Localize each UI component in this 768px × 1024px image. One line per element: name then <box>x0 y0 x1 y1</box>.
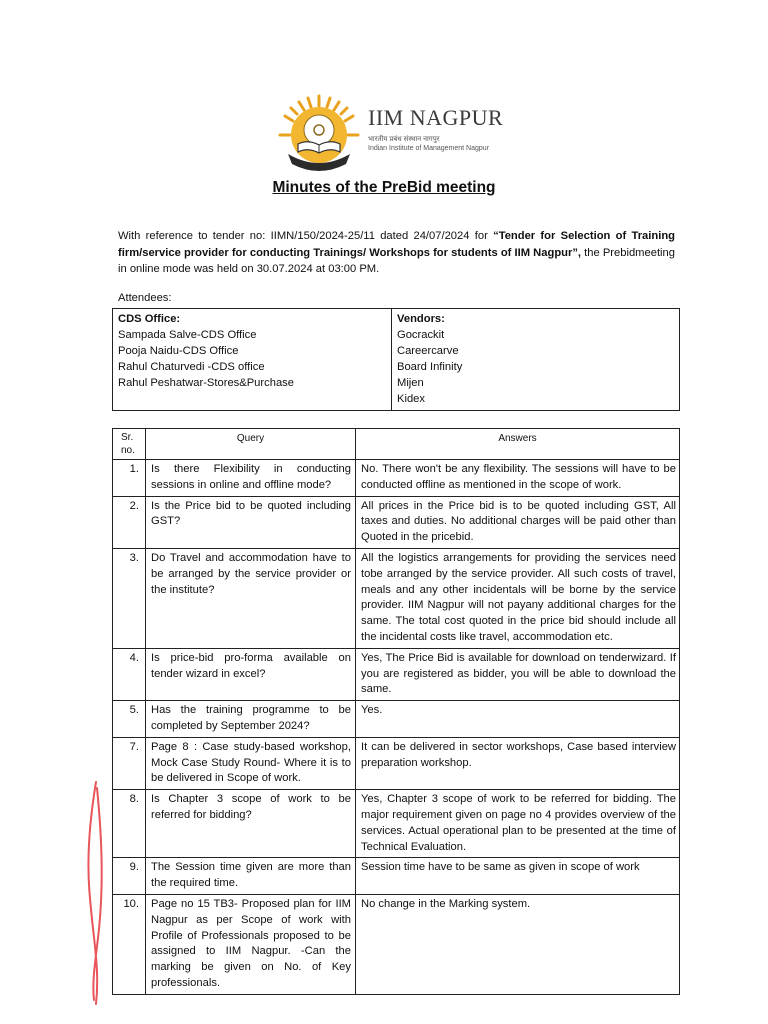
attendees-table <box>112 308 680 411</box>
query-text: Is there Flexibility in conducting sessions in online and offline mode? <box>146 460 356 497</box>
table-row <box>113 737 680 789</box>
iim-nagpur-logo <box>274 90 514 180</box>
answer-text: No change in the Marking system. <box>356 894 680 994</box>
query-text: Is Chapter 3 scope of work to be referred for bidding? <box>146 790 356 858</box>
table-row <box>113 548 680 648</box>
sr-no-header: Sr. no. <box>113 429 146 460</box>
answer-text: Yes. <box>356 701 680 738</box>
vendors-cell <box>392 309 680 411</box>
table-row <box>113 648 680 700</box>
answer-text: Session time have to be same as given in scope of work <box>356 858 680 895</box>
cds-office-cell <box>113 309 392 411</box>
sr-no: 3. <box>113 548 146 648</box>
query-text: Is price-bid pro-forma available on tender wizard in excel? <box>146 648 356 700</box>
cds-attendee: Rahul Chaturvedi -CDS office <box>118 361 265 373</box>
cds-attendee: Rahul Peshatwar-Stores&Purchase <box>118 377 294 389</box>
vendor-name: Careercarve <box>397 345 459 357</box>
logo-text <box>368 106 503 153</box>
query-text: Page no 15 TB3- Proposed plan for IIM Nagpur as per Scope of work with Profile of Professionals proposed to be assigned to IIM Nagpur. -Can the marking be given on No. of Key professionals. <box>146 894 356 994</box>
query-text: Do Travel and accommodation have to be arranged by the service provider or the institute? <box>146 548 356 648</box>
sr-no: 9. <box>113 858 146 895</box>
queries-table <box>112 428 680 995</box>
query-header: Query <box>146 429 356 460</box>
vendors-header: Vendors: <box>397 313 445 325</box>
table-row <box>113 790 680 858</box>
vendor-name: Board Infinity <box>397 361 463 373</box>
emblem-icon <box>274 90 364 180</box>
sr-no: 4. <box>113 648 146 700</box>
table-row <box>113 460 680 497</box>
vendor-name: Gocrackit <box>397 329 445 341</box>
queries-table-header <box>113 429 680 460</box>
logo-name: IIM NAGPUR <box>368 105 504 130</box>
table-row <box>113 701 680 738</box>
handwritten-pen-mark <box>80 778 110 1008</box>
sr-no: 5. <box>113 701 146 738</box>
answer-text: It can be delivered in sector workshops, Case based interview preparation workshop. <box>356 737 680 789</box>
vendor-name: Mijen <box>397 377 424 389</box>
sr-no: 8. <box>113 790 146 858</box>
query-text: The Session time given are more than the required time. <box>146 858 356 895</box>
sr-no: 10. <box>113 894 146 994</box>
sr-no: 1. <box>113 460 146 497</box>
logo-english-name: Indian Institute of Management Nagpur <box>368 145 490 152</box>
table-row <box>113 894 680 994</box>
vendor-name: Kidex <box>397 393 425 405</box>
answer-text: All the logistics arrangements for providing the services need tobe arranged by the service provider. All such costs of travel, meals and any other incidentals will be borne by the service provider. IIM Nagpur will not payany additional charges for the same. The total cost quoted in the price bid should include all the incidental costs like travel, accommodation etc. <box>356 548 680 648</box>
intro-tender-name: “Tender for Selection of Training firm/service provider for conducting Trainings/ Workshops for students of IIM Nagpur”, <box>118 230 675 259</box>
answer-text: Yes, The Price Bid is available for download on tenderwizard. If you are registered as bidder, you will be able to download the same. <box>356 648 680 700</box>
attendees-label: Attendees: <box>118 292 172 304</box>
query-text: Has the training programme to be completed by September 2024? <box>146 701 356 738</box>
answer-text: All prices in the Price bid is to be quoted including GST, All taxes and duties. No additional charges will be paid other than Quoted in the pricebid. <box>356 496 680 548</box>
page-title: Minutes of the PreBid meeting <box>272 179 496 196</box>
sr-no: 7. <box>113 737 146 789</box>
intro-paragraph <box>118 228 675 278</box>
sr-no: 2. <box>113 496 146 548</box>
table-row <box>113 496 680 548</box>
query-text: Is the Price bid to be quoted including GST? <box>146 496 356 548</box>
cds-office-header: CDS Office: <box>118 313 181 325</box>
answer-text: Yes, Chapter 3 scope of work to be referred for bidding. The major requirement given on page no 4 provides overview of the services. Actual operational plan to be presented at the time of Technical Evaluation. <box>356 790 680 858</box>
cds-attendee: Pooja Naidu-CDS Office <box>118 345 239 357</box>
query-text: Page 8 : Case study-based workshop, Mock Case Study Round- Where it is to be delivered in Scope of work. <box>146 737 356 789</box>
answers-header: Answers <box>356 429 680 460</box>
intro-text-2: the Prebidmeeting in online mode was held on 30.07.2024 at 03:00 PM. <box>118 246 675 275</box>
table-row <box>113 858 680 895</box>
cds-attendee: Sampada Salve-CDS Office <box>118 329 257 341</box>
logo-hindi-name: भारतीय प्रबंध संस्थान नागपुर <box>368 136 440 143</box>
intro-text-1: With reference to tender no: IIMN/150/2024-25/11 dated 24/07/2024 for <box>118 230 494 242</box>
answer-text: No. There won't be any flexibility. The sessions will have to be conducted offline as mentioned in the scope of work. <box>356 460 680 497</box>
